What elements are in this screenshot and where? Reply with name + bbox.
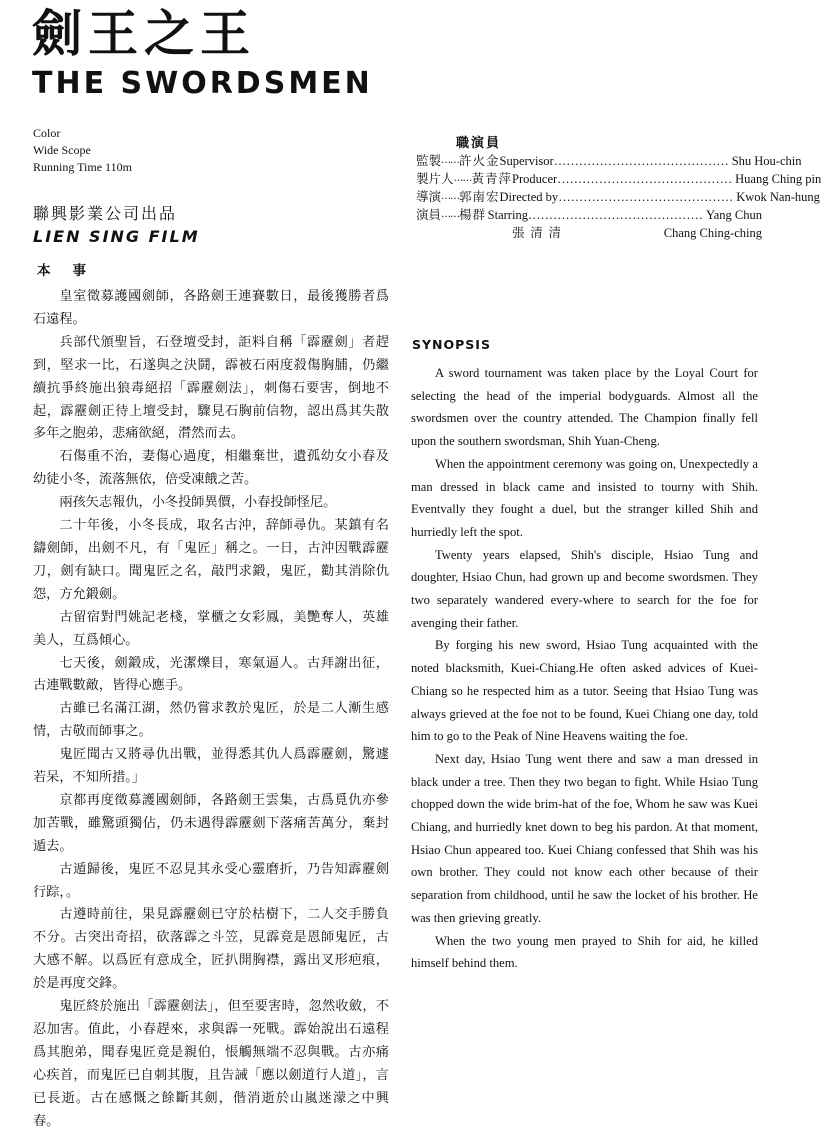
- credit-leader-dots-en: ……………………………………: [527, 208, 703, 222]
- credit-english: [512, 170, 821, 188]
- synopsis-body-chinese: [33, 286, 389, 1134]
- credit-name-zh: 黃青萍: [471, 171, 513, 186]
- synopsis-paragraph: 皇室徵募護國劍師，各路劍王連賽數日，最後獲勝者爲石遠程。: [33, 289, 389, 327]
- credits-heading: 職演員: [456, 136, 502, 151]
- credit-name-zh: 楊群: [459, 207, 487, 222]
- credit-english: [488, 206, 762, 224]
- synopsis-paragraph: 古雖已名滿江湖，然仍嘗求教於鬼匠，於是二人漸生感情，古敬而師事之。: [33, 701, 389, 740]
- credit-name-en: Yang Chun: [705, 208, 762, 222]
- spec-format: Wide Scope: [33, 143, 91, 157]
- credit-row-director: [416, 188, 820, 206]
- company-name-chinese: 聯興影業公司出品: [33, 204, 178, 223]
- credit-name-zh: 郭南宏: [459, 189, 500, 204]
- synopsis-paragraph: 京都再度徵募護國劍師，各路劍王雲集，古爲覓仇亦參加苦戰，雖驚頭獨佔，仍未遇得霹靂劍下落痛苦萬分，棄封遁去。: [33, 792, 389, 854]
- credit-role-zh: 監製: [416, 153, 442, 168]
- credits-list: [416, 152, 821, 242]
- credit-english: [500, 152, 802, 170]
- credit-leader-dots: ……: [441, 191, 460, 202]
- credit-leader-dots: ……: [441, 155, 460, 166]
- credit-role-en: Directed by: [499, 190, 559, 204]
- credit-row-starring-2: [416, 224, 762, 242]
- credit-leader-dots-en: ……………………………………: [553, 154, 729, 168]
- credit-leader-dots-en: ……………………………………: [558, 190, 734, 204]
- synopsis-heading-chinese: 本事: [37, 263, 108, 279]
- credit-name-en: Kwok Nan-hung: [736, 190, 820, 204]
- synopsis-paragraph: When the two young men prayed to Shih for aid, he killed himself behind them.: [411, 933, 758, 971]
- company-name-english: LIEN SING FILM: [33, 227, 200, 246]
- credit-english: [500, 188, 820, 206]
- credit-name-en: Chang Ching-ching: [663, 226, 762, 240]
- synopsis-paragraph: 古留宿對門姚記老棧，掌櫃之女彩鳳，美艷奪人，英雄美人，互爲傾心。: [33, 609, 389, 648]
- credit-row-starring: [416, 206, 762, 224]
- credit-name-zh: 張清清: [512, 225, 562, 240]
- credit-leader-dots-en: ……………………………………: [557, 172, 733, 186]
- synopsis-paragraph: 二十年後，小冬長成，取名古沖，辞師尋仇。某鎮有名鑄劍師，出劍不凡，有「鬼匠」稱之。一日，古沖因戰霹靂刀，劍有缺口。聞鬼匠之名，敲門求鍛，鬼匠，勸其消除仇怨，方允鍛劍。: [33, 518, 389, 602]
- credit-name-en: Huang Ching pin: [735, 172, 821, 186]
- credit-english: [576, 224, 762, 242]
- synopsis-paragraph: 兩孩矢志報仇，小冬投師異價，小春投師怪尼。: [59, 495, 337, 511]
- credit-role-en: Supervisor: [499, 154, 554, 168]
- credit-name-en: Shu Hou-chin: [731, 154, 802, 168]
- synopsis-paragraph: 古遁歸後，鬼匠不忍見其永受心靈磨折，乃告知霹靂劍行踪，。: [33, 861, 389, 900]
- synopsis-paragraph: Next day, Hsiao Tung went there and saw a man dressed in black under a tree. Then they two began to fight. While Hsiao Tung chopped down the wide brim-hat of the foe, Whom he saw was Kuei Chiang, and hurriedly knet down to beg his pardon. At that moment, Hsiao Chun appeared too. Kuei Chiang confessed that Shih was his own brother. They could not know each other because of their separation from childhood, until he saw the locket of his brother. He was then grieving greatly.: [411, 751, 758, 925]
- synopsis-paragraph: 七天後，劍鍛成，光潔爍目，寒氣逼人。古拜謝出征，古連戰數敵，皆得心應手。: [33, 655, 389, 694]
- page-title-chinese: 劍王之王: [32, 4, 256, 63]
- credit-row-producer: [416, 170, 821, 188]
- film-specs: [33, 125, 132, 176]
- synopsis-paragraph: 石傷重不治，妻傷心過度，相繼棄世，遺孤幼女小春及幼徒小冬，流落無依，倍受凍餓之苦。: [33, 449, 389, 488]
- synopsis-paragraph: A sword tournament was taken place by the Loyal Court for selecting the head of the imperial bodyguards. Almost all the swordsmen over the country attended. The Champion finally fell upon the southern swordsman, Shih Yuan-Cheng.: [411, 366, 758, 449]
- credit-row-supervisor: [416, 152, 802, 170]
- credit-role-zh: 演員: [416, 207, 442, 222]
- page-title-english: THE SWORDSMEN: [32, 66, 373, 101]
- synopsis-paragraph: 鬼匠終於施出「霹靂劍法」，但至要害時，忽然收斂，不忍加害。值此，小春趕來，求與霹一死戰。霹始說出石遠程爲其胞弟，聞春鬼匠竟是親伯，悵觸無端不忍與戰。古亦痛心疾首，而鬼匠已自刺其腹，且告誡「應以劍道行人道」，言已長逝。古在感慨之餘斷其劍，偕消逝於山嵐迷濛之中興春。: [33, 999, 389, 1129]
- credit-role-zh: 製片人: [416, 171, 454, 186]
- synopsis-paragraph: Twenty years elapsed, Shih's disciple, Hsiao Tung and doughter, Hsiao Chun, had grown up and become swordsmen. They two separately wandered every-where to search for the foe for avenging their father.: [411, 547, 758, 630]
- credit-role-en: Starring: [487, 208, 528, 222]
- credit-role-en: Producer: [512, 172, 558, 186]
- synopsis-heading-english: SYNOPSIS: [412, 337, 491, 352]
- credit-leader-dots: ……: [441, 209, 460, 220]
- synopsis-paragraph: By forging his new sword, Hsiao Tung acquainted with the noted blacksmith, Kuei-Chiang.He often asked advices of Kuei-Chiang so he respected him as a tutor. Seeing that Hsiao Tung was always grieved at the foe not to be found, Kuei Chiang one day, told him to go to the Peak of Nine Heavens waiting the foe.: [411, 638, 758, 744]
- synopsis-body-english: [411, 362, 758, 975]
- spec-running-time: Running Time 110m: [33, 160, 132, 174]
- credit-leader-dots: ……: [453, 173, 472, 184]
- credit-name-zh: 許火金: [459, 153, 500, 168]
- synopsis-paragraph: 兵部代頒聖旨，石登壇受封，詎料自稱「霹靂劍」者趕到，堅求一比，石遂與之決鬪，霹被石兩度殺傷胸脯，仍繼續抗爭終施出狼毒絕招「霹靂劍法」，刺傷石要害，倒地不起，霹靂劍正待上壇受封，驟見石胸前信物，認出爲其失散多年之胞弟，悲痛欲絕，潸然而去。: [33, 334, 389, 442]
- synopsis-paragraph: 鬼匠聞古又將尋仇出戰，並得悉其仇人爲霹靂劍，驚遽若呆，不知所措。」: [33, 747, 389, 786]
- credit-role-zh: 導演: [416, 189, 442, 204]
- synopsis-paragraph: When the appointment ceremony was going on, Unexpectedly a man dressed in black came and insisted to tourny with Shih. Eventvally they fought a duel, but the stranger killed Shih and hurriedly left the spot.: [411, 456, 758, 539]
- spec-color: Color: [33, 126, 61, 140]
- synopsis-paragraph: 古遵時前往，果見霹靂劍已守於枯樹下，二人交手勝負不分。古突出奇招，砍落霹之斗笠，見霹竟是恩師鬼匠，古大感不解。以爲匠有意成全，匠扒開胸襟，露出叉形疤痕，於是再度交鋒。: [33, 907, 389, 992]
